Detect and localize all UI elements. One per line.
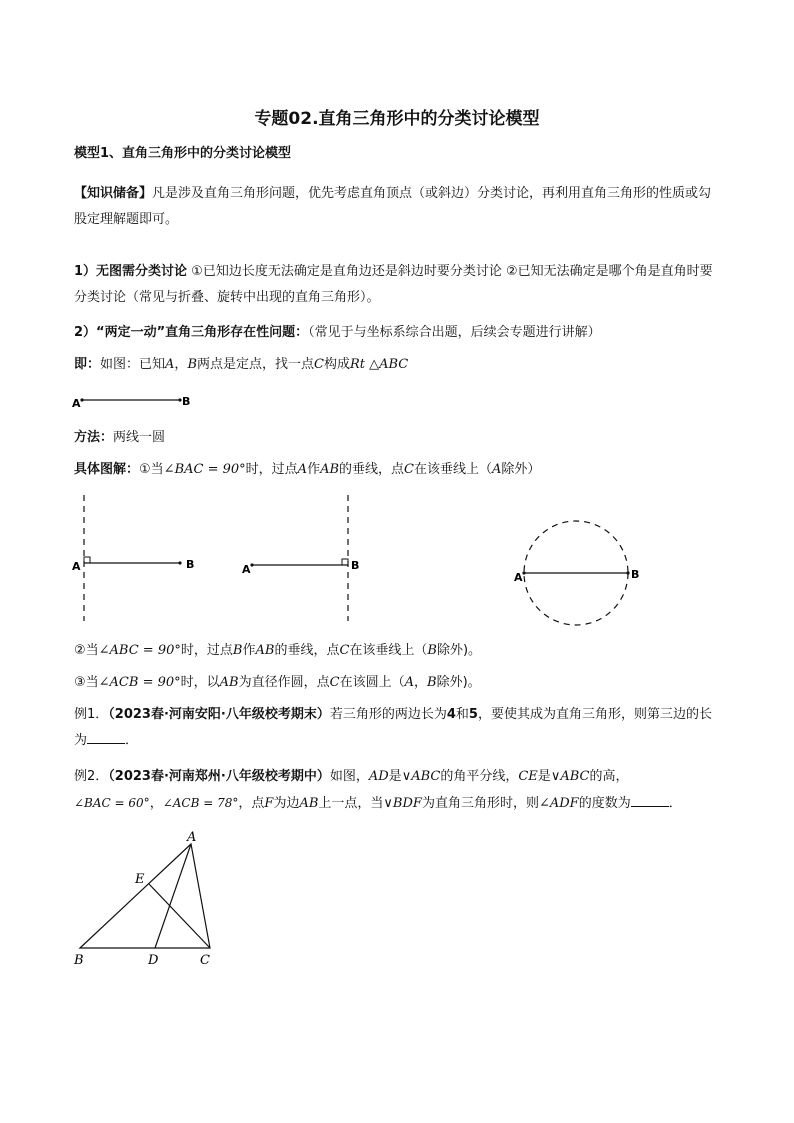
case3-text: 时，以 (180, 675, 220, 690)
detail-text: 时，过点 (245, 462, 298, 477)
math-b: B (427, 675, 437, 690)
math-angle-acb: ∠ACB = 78° (162, 796, 239, 810)
math-triangle-bdf: ∨BDF (383, 796, 422, 811)
example2-text: ． (668, 796, 682, 811)
label-d: D (148, 953, 159, 968)
case3-paragraph (74, 670, 722, 696)
label-a: A (242, 563, 251, 576)
point1-paragraph (74, 259, 722, 311)
math-a: A (165, 357, 175, 372)
math-angle-bac: ∠BAC = 60° (74, 796, 150, 810)
case2-text: 除外)。 (436, 643, 482, 658)
method-paragraph (74, 425, 722, 451)
case3-text: 除外)。 (436, 675, 481, 690)
example1-label: 例1． (74, 707, 109, 722)
point1-text: ①已知边长度无法确定是直角边还是斜边时要分类讨论 ②已知无法确定是哪个角是直角时要分类讨论（常见与折叠、旋转中出现的直角三角形）。 (74, 264, 713, 305)
example1-number: 4 (446, 707, 456, 722)
example1-text: ． (125, 733, 139, 748)
math-b: B (232, 643, 243, 658)
point2-paragraph (74, 320, 722, 346)
label-b: B (186, 558, 195, 571)
math-angle-adf: ∠ADF (538, 796, 579, 811)
math-rt-abc: Rt △ABC (349, 357, 409, 372)
math-angle-acb: ∠ACB = 90° (98, 675, 181, 690)
example2-text: 为直角三角形时，则 (421, 796, 539, 811)
math-b: B (187, 357, 197, 372)
label-b: B (351, 559, 360, 572)
example1-text: 若三角形的两边长为 (329, 707, 447, 722)
example2-label: 例2． (74, 769, 109, 784)
example2-text: 上一点，当 (318, 796, 384, 811)
detail-paragraph (74, 457, 722, 483)
math-angle-abc: ∠ABC = 90° (98, 643, 181, 658)
math-c: C (404, 462, 414, 477)
example2-text: 是 (537, 769, 551, 784)
math-a: A (492, 462, 502, 477)
detail-text: 在该垂线上（ (414, 462, 493, 477)
label-b: B (74, 953, 84, 968)
math-c: C (339, 643, 350, 658)
example1-text: 和 (455, 707, 469, 722)
label-b: B (182, 395, 191, 408)
detail-text: 除外） (501, 462, 541, 477)
label-a: A (72, 560, 81, 573)
ji-label: 即： (74, 357, 101, 372)
case3-text: 在该圆上（ (339, 675, 405, 690)
math-triangle-abc: ∨ABC (550, 769, 590, 784)
example2-text: 是 (388, 769, 402, 784)
perp-at-b-figure (240, 495, 370, 625)
knowledge-tag: 【知识储备】 (74, 186, 153, 201)
ji-text: 构成 (323, 357, 350, 372)
math-c: C (329, 675, 340, 690)
method-text: 两线一圆 (113, 430, 166, 445)
case2-text: 作 (242, 643, 256, 658)
separator: ， (149, 796, 163, 811)
point1-label: 1）无图需分类讨论 (74, 264, 188, 279)
example2-text: 的度数为 (578, 796, 631, 811)
case3-text: 为直径作圆，点 (238, 675, 330, 690)
example2-source: （2023春·河南郑州·八年级校考期中） (108, 769, 330, 784)
case2-paragraph (74, 638, 722, 664)
math-a: A (404, 675, 414, 690)
example2-text: 的高， (589, 769, 629, 784)
ji-paragraph (74, 352, 722, 378)
math-f: F (264, 796, 274, 811)
math-c: C (314, 357, 324, 372)
example1-paragraph (74, 702, 722, 754)
label-c: C (200, 953, 210, 968)
math-angle-bac: ∠BAC = 90° (163, 462, 246, 477)
case2-text: 的垂线，点 (274, 643, 340, 658)
ji-text: 两点是定点，找一点 (197, 357, 315, 372)
example1-text: ，要使其成为直角三角形，则第三边的长为 (74, 707, 712, 748)
math-ab: AB (219, 675, 239, 690)
case3-text: ③当 (74, 675, 99, 690)
label-a: A (514, 571, 523, 584)
model-heading: 模型1、直角三角形中的分类讨论模型 (74, 146, 292, 161)
label-e: E (135, 872, 145, 887)
label-b: B (631, 568, 640, 581)
example1-number: 5 (468, 707, 478, 722)
perp-at-a-figure (70, 495, 210, 625)
detail-text: 作 (307, 462, 321, 477)
math-ab: AB (320, 462, 340, 477)
math-ab: AB (255, 643, 275, 658)
math-ab: AB (299, 796, 319, 811)
example2-text: ，点 (238, 796, 265, 811)
math-triangle-abc: ∨ABC (401, 769, 441, 784)
example2-text: 如图， (329, 769, 369, 784)
label-a: A (72, 397, 81, 410)
detail-text: ①当 (139, 462, 164, 477)
math-b: B (427, 643, 437, 658)
math-a: A (297, 462, 308, 477)
label-a: A (187, 830, 197, 845)
case2-text: 在该垂线上（ (349, 643, 428, 658)
point2-label: 2）“两定一动”直角三角形存在性问题： (74, 325, 309, 340)
detail-label: 具体图解： (74, 462, 140, 477)
knowledge-text: 凡是涉及直角三角形问题，优先考虑直角顶点（或斜边）分类讨论，再利用直角三角形的性质或勾股定理解题即可。 (74, 186, 712, 227)
detail-text: 的垂线，点 (339, 462, 405, 477)
separator: ， (413, 675, 427, 690)
knowledge-paragraph (74, 181, 722, 233)
method-label: 方法： (74, 430, 114, 445)
example1-source: （2023春·河南安阳·八年级校考期末） (108, 707, 330, 722)
separator: ， (174, 357, 188, 372)
math-ce: CE (518, 769, 538, 784)
ji-text: 如图：已知 (100, 357, 166, 372)
example2-paragraph (74, 764, 722, 817)
case2-text: ②当 (74, 643, 99, 658)
circle-figure (510, 515, 660, 635)
math-ad: AD (368, 769, 389, 784)
example2-text: 为边 (273, 796, 300, 811)
answer-blank[interactable] (87, 729, 125, 744)
segment-ab-figure (70, 390, 200, 414)
case2-text: 时，过点 (180, 643, 233, 658)
answer-blank[interactable] (631, 792, 669, 807)
point2-text: （常见于与坐标系综合出题，后续会专题进行讲解） (308, 325, 601, 340)
example2-text: 的角平分线， (440, 769, 519, 784)
page-title: 专题02.直角三角形中的分类讨论模型 (254, 109, 540, 129)
triangle-figure (70, 828, 230, 968)
